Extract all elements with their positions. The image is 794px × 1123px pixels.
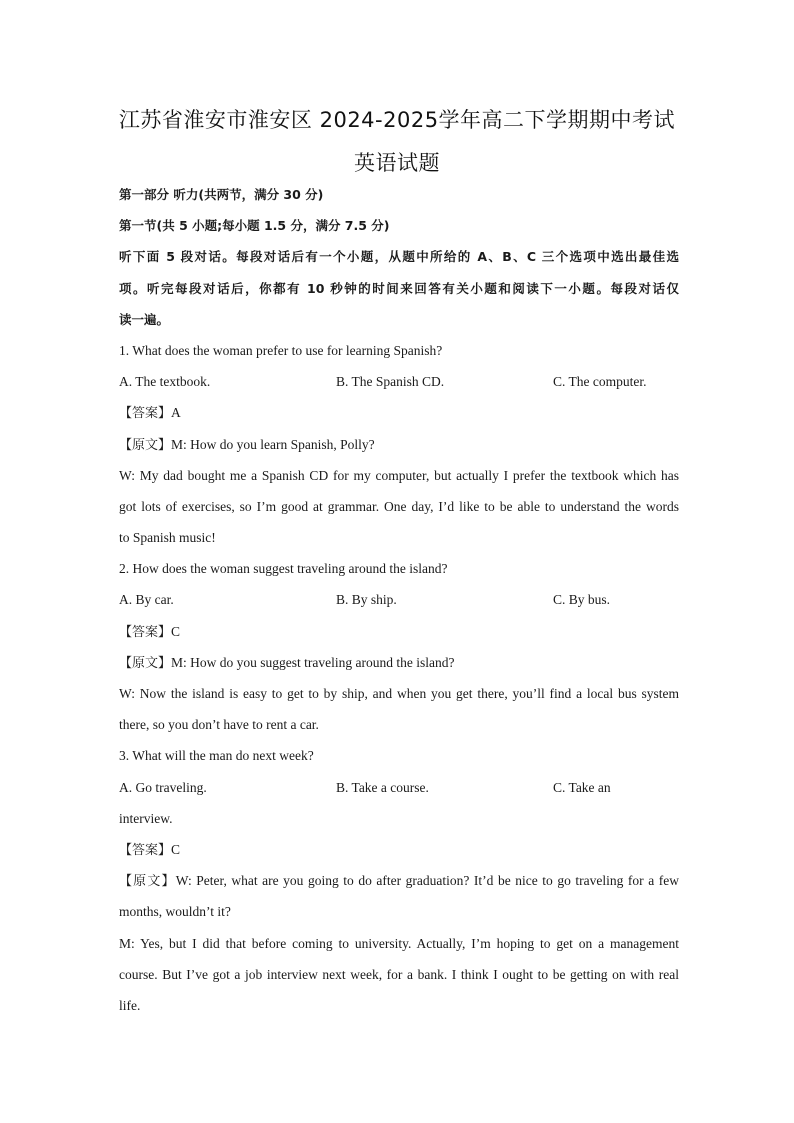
transcript-line: W: Now the island is easy to get to by ship, and when you get there, you’ll find a local bus system (119, 686, 679, 701)
option-a: A. Go traveling. (119, 780, 207, 795)
instruction-line-1: 听下面 5 段对话。每段对话后有一个小题，从题中所给的 A、B、C 三个选项中选出最佳选 (119, 249, 679, 264)
option-c: C. Take an (553, 780, 611, 795)
question-stem: 3. What will the man do next week? (119, 748, 314, 763)
transcript-label: 【原文】 (119, 438, 172, 453)
question-stem: 2. How does the woman suggest traveling around the island? (119, 561, 448, 576)
transcript-line: M: Yes, but I did that before coming to university. Actually, I’m hoping to get on a management (119, 936, 679, 951)
transcript-line: months, wouldn’t it? (119, 904, 231, 919)
option-b: B. By ship. (336, 592, 397, 607)
answer-value: C (171, 624, 181, 639)
option-a: A. By car. (119, 592, 174, 607)
transcript-line: there, so you don’t have to rent a car. (119, 717, 319, 732)
transcript-label: 【原文】 (119, 656, 172, 671)
answer-line (119, 404, 679, 423)
transcript-text: M: How do you suggest traveling around the island? (171, 655, 455, 670)
option-c: C. The computer. (553, 374, 647, 389)
page-title: 江苏省淮安市淮安区 2024-2025学年高二下学期期中考试 (118, 108, 676, 132)
option-b: B. The Spanish CD. (336, 374, 445, 389)
option-a: A. The textbook. (119, 374, 211, 389)
transcript-line (119, 436, 679, 455)
instruction-line-3: 读一遍。 (119, 312, 170, 327)
transcript-line: got lots of exercises, so I’m good at grammar. One day, I’d like to be able to understand the words (119, 499, 679, 514)
transcript-line: life. (119, 998, 141, 1013)
transcript-text: W: Peter, what are you going to do after graduation? It’d be nice to go traveling for a few (175, 873, 679, 888)
answer-label: 【答案】 (119, 406, 172, 421)
question-stem: 1. What does the woman prefer to use for learning Spanish? (119, 343, 443, 358)
option-b: B. Take a course. (336, 780, 429, 795)
option-c-wrap: interview. (119, 811, 173, 826)
answer-line (119, 841, 679, 860)
transcript-line: W: My dad bought me a Spanish CD for my computer, but actually I prefer the textbook which has (119, 468, 679, 483)
transcript-line: to Spanish music! (119, 530, 216, 545)
transcript-text: M: How do you learn Spanish, Polly? (171, 437, 375, 452)
page-subtitle: 英语试题 (354, 151, 440, 175)
subsection-heading: 第一节(共 5 小题;每小题 1.5 分，满分 7.5 分) (119, 218, 390, 233)
transcript-line (119, 654, 679, 673)
answer-value: C (171, 842, 181, 857)
answer-value: A (171, 405, 181, 420)
transcript-line (119, 872, 679, 891)
answer-line (119, 623, 679, 642)
answer-label: 【答案】 (119, 625, 172, 640)
instruction-line-2: 项。听完每段对话后，你都有 10 秒钟的时间来回答有关小题和阅读下一小题。每段对话仅 (119, 281, 679, 296)
option-c: C. By bus. (553, 592, 611, 607)
part-heading: 第一部分 听力(共两节，满分 30 分) (119, 187, 324, 202)
answer-label: 【答案】 (119, 843, 172, 858)
transcript-line: course. But I’ve got a job interview next week, for a bank. I think I ought to be getting on with real (119, 967, 679, 982)
transcript-label: 【原文】 (119, 874, 176, 889)
